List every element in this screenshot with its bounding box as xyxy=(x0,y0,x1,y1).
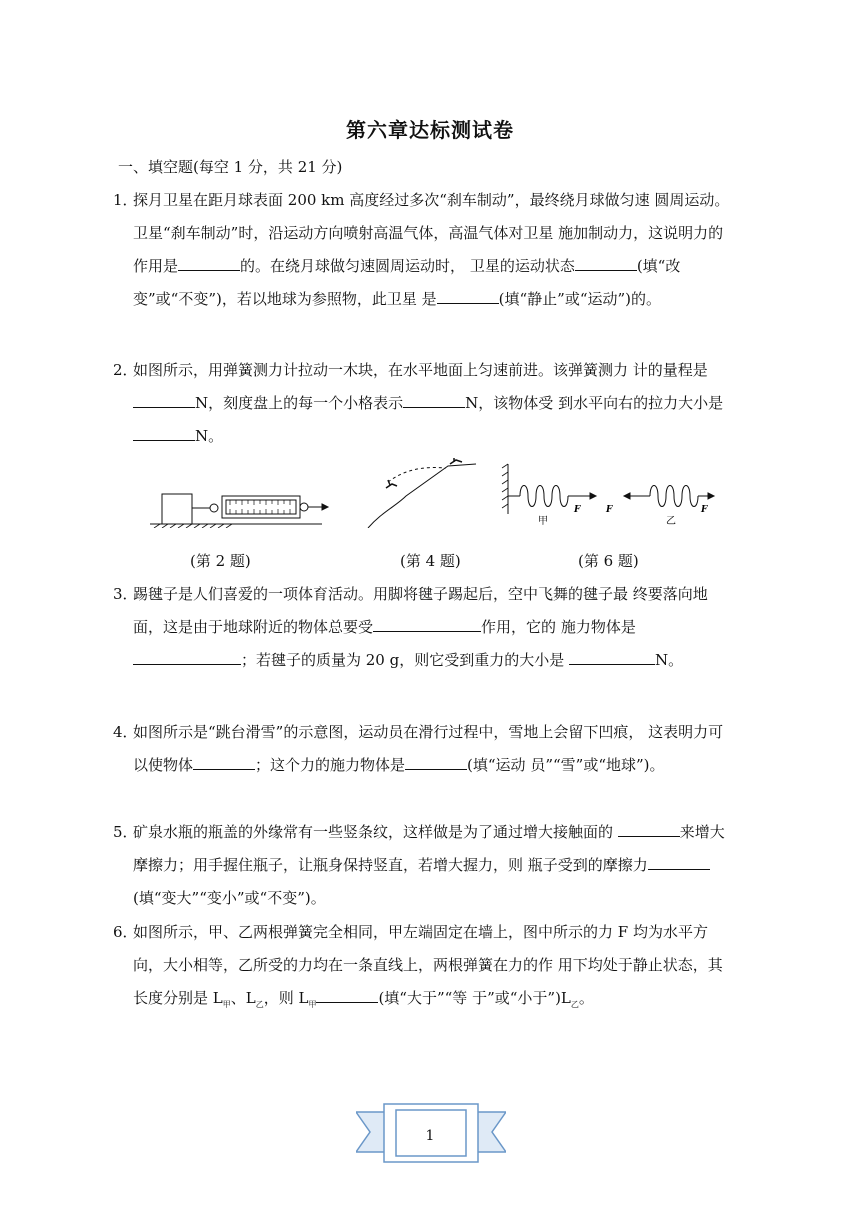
question-text: 如图所示，甲、乙两根弹簧完全相同，甲左端固定在墙上，图中所示的力 F 均为水平方向，大小相等，乙所受的力均在一条直线上，两根弹簧在力的作 用下均处于静止状态，其长度分别是 $L_甲$、$L_乙$，则 $L_甲$ (填“大于”“等 于”或“小于$”)L_乙$。 xyxy=(133,923,723,1009)
question-3 xyxy=(113,578,731,677)
figure-ski-jump xyxy=(368,458,476,528)
answer-blank[interactable] xyxy=(316,986,378,1003)
caption-fig2: (第 2 题) xyxy=(190,552,251,570)
question-1 xyxy=(113,184,731,316)
question-text: 踢毽子是人们喜爱的一项体育活动。用脚将毽子踢起后，空中飞舞的毽子最 终要落向地面，这是由于地球附近的物体总要受 作用，它的 施力物体是；若毽子的质量为 20 g，则它受到重力的大小是 N。 xyxy=(133,585,708,669)
question-number: 6． xyxy=(113,923,138,941)
question-number: 4． xyxy=(113,723,138,741)
question-number: 1． xyxy=(113,191,138,209)
question-text: 探月卫星在距月球表面 200 km 高度经过多次“刹车制动”，最终绕月球做匀速 圆周运动。卫星“刹车制动”时，沿运动方向喷射高温气体，高温气体对卫星 施加制动力，这说明力的作用是 的。在绕月球做匀速圆周运动时， 卫星的运动状态 (填“改变”或“不变”)，若以地球为参照物，此卫星 是 (填“静止”或“运动”)的。 xyxy=(133,191,730,308)
answer-blank[interactable] xyxy=(133,391,195,408)
answer-blank[interactable] xyxy=(575,254,637,271)
caption-fig4: (第 4 题) xyxy=(400,552,461,570)
label-jia: 甲 xyxy=(538,516,548,527)
question-number: 5． xyxy=(113,823,138,841)
page-title: 第六章达标测试卷 xyxy=(346,118,514,142)
answer-blank[interactable] xyxy=(133,648,241,665)
svg-text:F: F xyxy=(701,505,708,515)
question-number: 2． xyxy=(113,361,138,379)
question-text: 如图所示，用弹簧测力计拉动一木块，在水平地面上匀速前进。该弹簧测力 计的量程是N，刻度盘上的每一个小格表示 N，该物体受 到水平向右的拉力大小是N。 xyxy=(133,361,724,445)
answer-blank[interactable] xyxy=(133,424,195,441)
svg-text:F: F xyxy=(606,505,613,515)
answer-blank[interactable] xyxy=(178,254,240,271)
svg-text:F: F xyxy=(574,505,581,515)
figure-spring-scale xyxy=(150,494,328,528)
question-text: 矿泉水瓶的瓶盖的外缘常有一些竖条纹，这样做是为了通过增大接触面的 来增大摩擦力；用手握住瓶子，让瓶身保持竖直，若增大握力，则 瓶子受到的摩擦力(填“变大”“变小”或“不变”)。 xyxy=(133,816,731,915)
answer-blank[interactable] xyxy=(437,287,499,304)
answer-blank[interactable] xyxy=(193,753,255,770)
figures-row xyxy=(150,458,720,528)
section-heading: 一、填空题(每空 1 分，共 21 分) xyxy=(118,158,343,176)
answer-blank[interactable] xyxy=(403,391,465,408)
question-2 xyxy=(113,354,731,453)
question-text: 如图所示是“跳台滑雪”的示意图，运动员在滑行过程中，雪地上会留下凹痕， 这表明力可以使物体 ；这个力的施力物体是 (填“运动 员”“雪”或“地球”)。 xyxy=(133,723,724,774)
question-5 xyxy=(113,816,731,915)
question-number: 3． xyxy=(113,585,138,603)
question-4 xyxy=(113,716,731,782)
answer-blank[interactable] xyxy=(618,820,680,837)
label-yi: 乙 xyxy=(666,516,676,527)
answer-blank[interactable] xyxy=(648,853,710,870)
answer-blank[interactable] xyxy=(373,615,481,632)
answer-blank[interactable] xyxy=(569,648,655,665)
answer-blank[interactable] xyxy=(405,753,467,770)
caption-fig6: (第 6 题) xyxy=(578,552,639,570)
question-6 xyxy=(113,916,731,1021)
page-number: 1 xyxy=(425,1128,435,1144)
